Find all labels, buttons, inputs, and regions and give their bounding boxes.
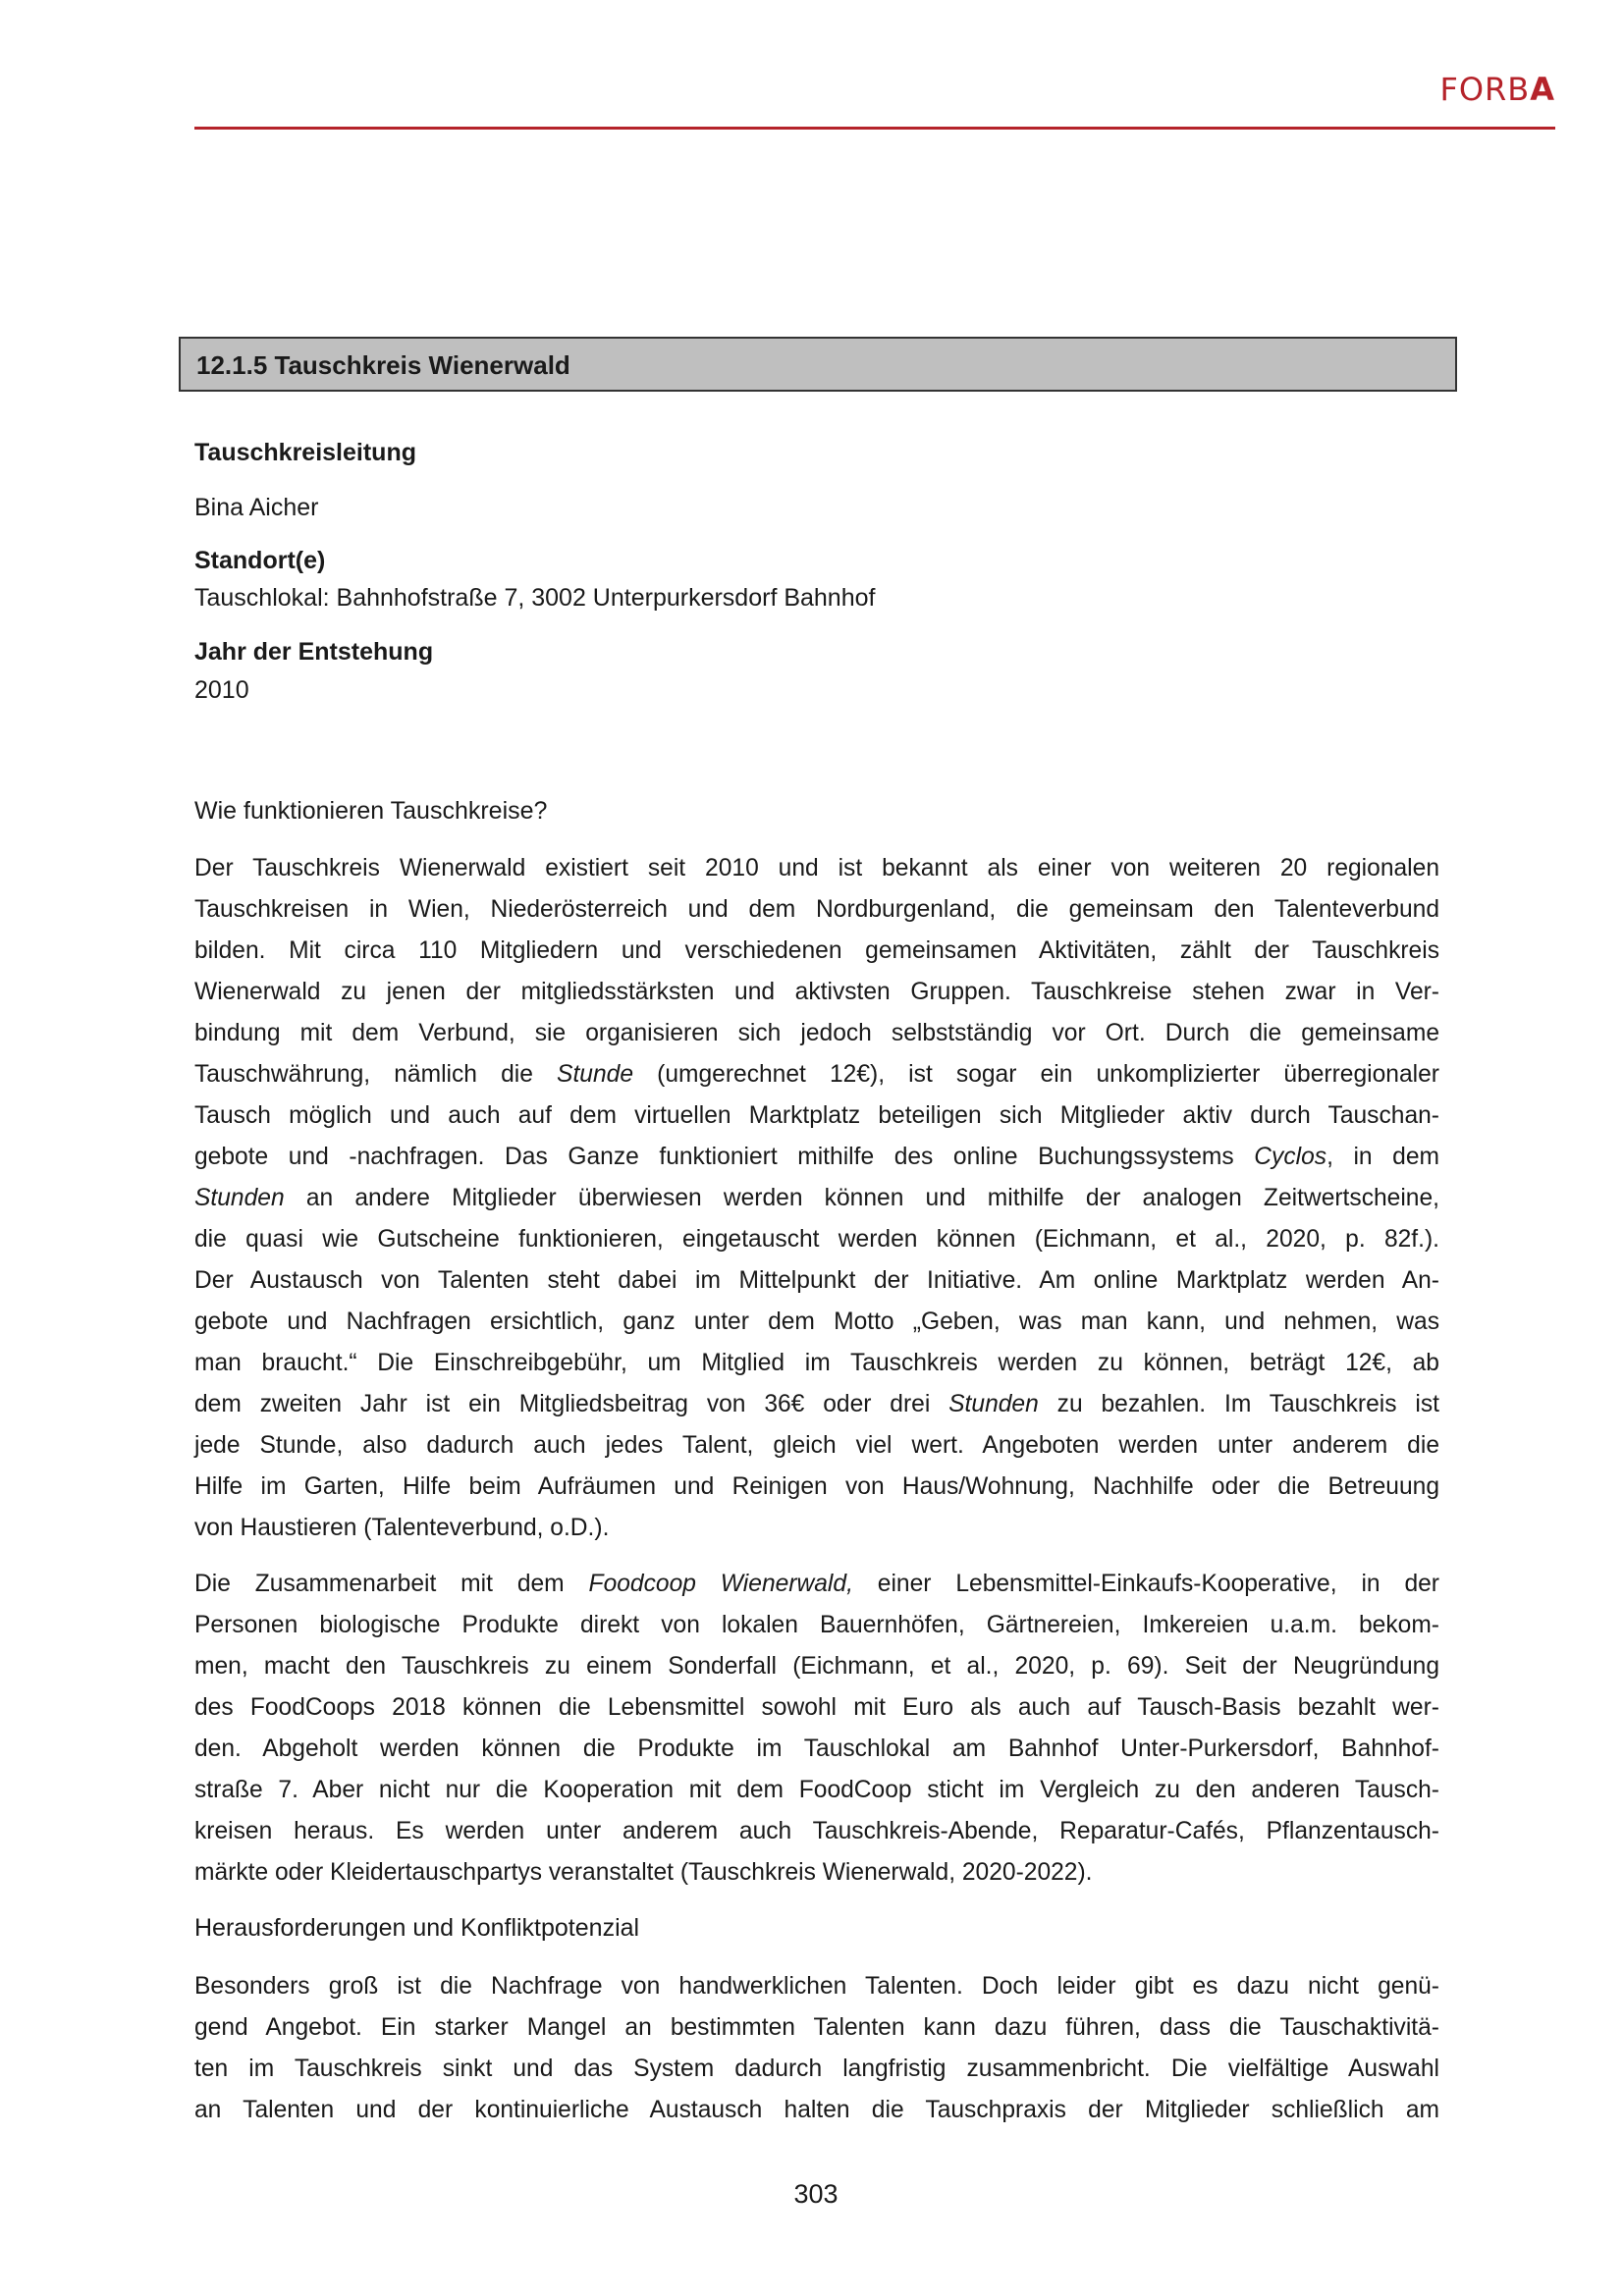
text-line <box>194 1605 1439 1646</box>
italic-text: Stunden <box>948 1391 1039 1417</box>
text-segment: straße 7. Aber nicht nur die Kooperation mit dem FoodCoop sticht im Vergleich zu den anderen Tausch- <box>194 1777 1439 1803</box>
text-line <box>194 1729 1439 1770</box>
text-segment: den. Abgeholt werden können die Produkte im Tauschlokal am Bahnhof Unter-Purkersdorf, Bahnhof- <box>194 1735 1439 1762</box>
leitung-value: Bina Aicher <box>194 494 319 521</box>
forba-logo <box>1439 71 1555 108</box>
text-segment: märkte oder Kleidertauschpartys veranstaltet (Tauschkreis Wienerwald, 2020-2022). <box>194 1859 1093 1886</box>
text-line <box>194 1687 1439 1729</box>
text-line <box>194 1384 1439 1425</box>
text-segment: gebote und -nachfragen. Das Ganze funktioniert mithilfe des online Buchungssystems <box>194 1144 1255 1170</box>
text-segment: (umgerechnet 12€), ist sogar ein unkomplizierter überregionaler <box>633 1061 1439 1088</box>
text-line <box>194 2090 1439 2131</box>
text-segment: , in dem <box>1326 1144 1440 1170</box>
italic-text: Stunden <box>194 1185 285 1211</box>
text-line <box>194 1425 1439 1467</box>
text-segment: man braucht.“ Die Einschreibgebühr, um Mitglied im Tauschkreis werden zu können, beträgt 12€, ab <box>194 1350 1439 1376</box>
standort-value: Tauschlokal: Bahnhofstraße 7, 3002 Unterpurkersdorf Bahnhof <box>194 584 876 612</box>
paragraph-foodcoop <box>194 1564 1439 1894</box>
text-line <box>194 931 1439 972</box>
header-divider <box>194 127 1555 130</box>
jahr-label: Jahr der Entstehung <box>194 638 434 666</box>
logo-text-bold: A <box>1530 71 1555 108</box>
subheading-challenges: Herausforderungen und Konfliktpotenzial <box>194 1914 640 1942</box>
text-line <box>194 1302 1439 1343</box>
section-heading: 12.1.5 Tauschkreis Wienerwald <box>196 350 570 380</box>
page-number: 303 <box>793 2179 839 2209</box>
text-segment: des FoodCoops 2018 können die Lebensmittel sowohl mit Euro als auch auf Tausch-Basis bezahlt wer- <box>194 1694 1439 1721</box>
text-line <box>194 1770 1439 1811</box>
text-line <box>194 2007 1439 2049</box>
text-segment: Wienerwald zu jenen der mitgliedsstärksten und aktivsten Gruppen. Tauschkreise stehen zwar in Ver- <box>194 979 1439 1005</box>
text-segment: bindung mit dem Verbund, sie organisieren sich jedoch selbstständig vor Ort. Durch die gemeinsame <box>194 1020 1439 1046</box>
italic-text: Stunde <box>557 1061 633 1088</box>
text-segment: an Talenten und der kontinuierliche Austausch halten die Tauschpraxis der Mitglieder schließlich am <box>194 2097 1439 2123</box>
text-line <box>194 1137 1439 1178</box>
text-segment: von Haustieren (Talenteverbund, o.D.). <box>194 1515 610 1541</box>
text-line <box>194 1178 1439 1219</box>
text-segment: Der Tauschkreis Wienerwald existiert seit 2010 und ist bekannt als einer von weiteren 20 regionalen <box>194 855 1439 881</box>
paragraph-functioning <box>194 848 1439 1549</box>
text-line <box>194 972 1439 1013</box>
text-line <box>194 889 1439 931</box>
text-segment: gend Angebot. Ein starker Mangel an bestimmten Talenten kann dazu führen, dass die Tauschaktivitä- <box>194 2014 1439 2041</box>
text-segment: Personen biologische Produkte direkt von lokalen Bauernhöfen, Gärtnereien, Imkereien u.a.m. bekom- <box>194 1612 1439 1638</box>
jahr-value: 2010 <box>194 676 249 704</box>
text-segment: Die Zusammenarbeit mit dem <box>194 1571 589 1597</box>
text-line <box>194 1260 1439 1302</box>
text-segment: ten im Tauschkreis sinkt und das System dadurch langfristig zusammenbricht. Die vielfältige Auswahl <box>194 2056 1439 2082</box>
text-line <box>194 1966 1439 2007</box>
text-line <box>194 1852 1439 1894</box>
text-line <box>194 848 1439 889</box>
text-line <box>194 1219 1439 1260</box>
text-line <box>194 1343 1439 1384</box>
text-line <box>194 1095 1439 1137</box>
text-segment: Tauschkreisen in Wien, Niederösterreich und dem Nordburgenland, die gemeinsam den Talenteverbund <box>194 896 1439 923</box>
text-segment: gebote und Nachfragen ersichtlich, ganz unter dem Motto „Geben, was man kann, und nehmen, was <box>194 1308 1439 1335</box>
text-line <box>194 1646 1439 1687</box>
text-segment: Besonders groß ist die Nachfrage von handwerklichen Talenten. Doch leider gibt es dazu nicht genü- <box>194 1973 1439 2000</box>
text-line <box>194 1811 1439 1852</box>
text-line <box>194 1564 1439 1605</box>
leitung-label: Tauschkreisleitung <box>194 439 416 466</box>
text-segment: jede Stunde, also dadurch auch jedes Talent, gleich viel wert. Angeboten werden unter anderem die <box>194 1432 1439 1459</box>
italic-text: Foodcoop Wienerwald, <box>588 1571 853 1597</box>
text-segment: zu bezahlen. Im Tauschkreis ist <box>1038 1391 1439 1417</box>
section-heading-box <box>179 337 1457 392</box>
paragraph-challenges <box>194 1966 1439 2131</box>
text-segment: men, macht den Tauschkreis zu einem Sonderfall (Eichmann, et al., 2020, p. 69). Seit der Neugründung <box>194 1653 1439 1680</box>
text-segment: Tausch möglich und auch auf dem virtuellen Marktplatz beteiligen sich Mitglieder aktiv durch Tauschan- <box>194 1102 1439 1129</box>
text-segment: Der Austausch von Talenten steht dabei im Mittelpunkt der Initiative. Am online Marktplatz werden An- <box>194 1267 1439 1294</box>
text-line <box>194 1013 1439 1054</box>
text-segment: kreisen heraus. Es werden unter anderem auch Tauschkreis-Abende, Reparatur-Cafés, Pflanzentausch- <box>194 1818 1439 1844</box>
text-segment: einer Lebensmittel-Einkaufs-Kooperative, in der <box>852 1571 1439 1597</box>
text-line <box>194 1467 1439 1508</box>
logo-text: FORB <box>1439 71 1531 108</box>
text-segment: an andere Mitglieder überwiesen werden können und mithilfe der analogen Zeitwertscheine, <box>284 1185 1439 1211</box>
text-line <box>194 1508 1439 1549</box>
text-line <box>194 2049 1439 2090</box>
text-segment: dem zweiten Jahr ist ein Mitgliedsbeitrag von 36€ oder drei <box>194 1391 949 1417</box>
italic-text: Cyclos <box>1254 1144 1327 1170</box>
standort-label: Standort(e) <box>194 547 326 574</box>
text-line <box>194 1054 1439 1095</box>
text-segment: Hilfe im Garten, Hilfe beim Aufräumen und Reinigen von Haus/Wohnung, Nachhilfe oder die Betreuung <box>194 1473 1439 1500</box>
text-segment: Tauschwährung, nämlich die <box>194 1061 558 1088</box>
text-segment: die quasi wie Gutscheine funktionieren, eingetauscht werden können (Eichmann, et al., 2020, p. 82f.). <box>194 1226 1439 1253</box>
subheading-functioning: Wie funktionieren Tauschkreise? <box>194 797 548 825</box>
text-segment: bilden. Mit circa 110 Mitgliedern und verschiedenen gemeinsamen Aktivitäten, zählt der Tauschkreis <box>194 937 1439 964</box>
